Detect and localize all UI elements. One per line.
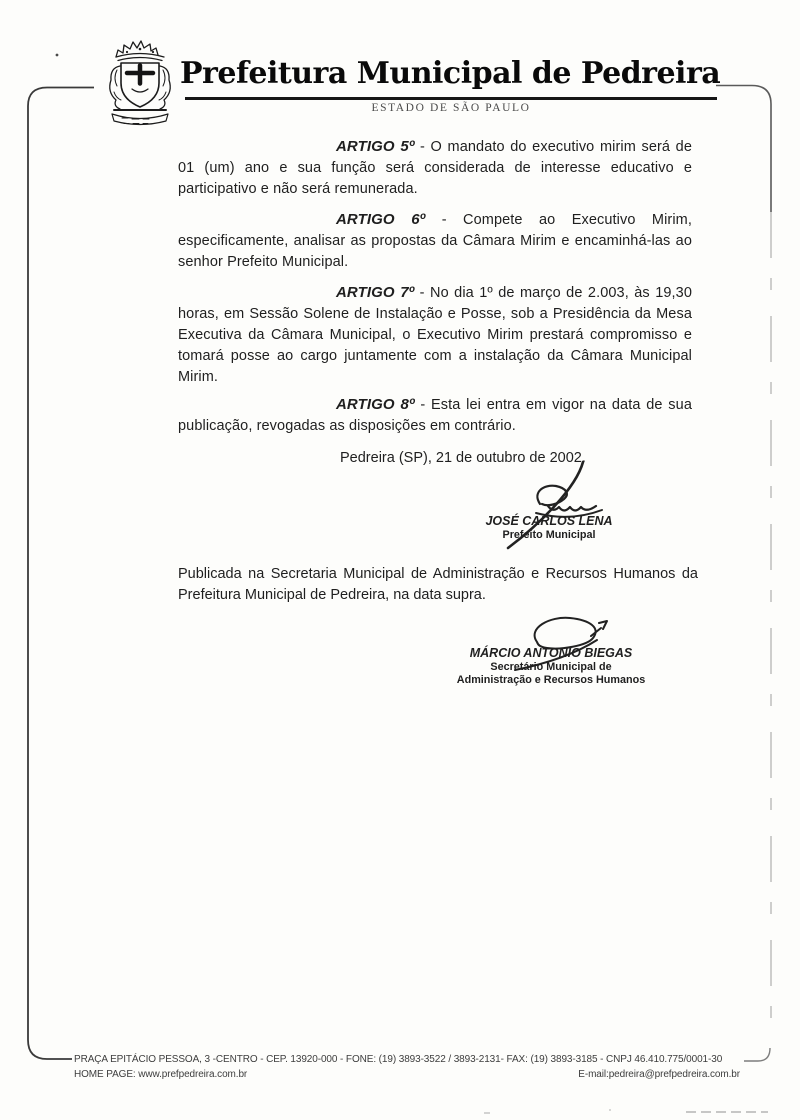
footer-address: PRAÇA EPITÁCIO PESSOA, 3 -CENTRO - CEP. 13920-000 - FONE: (19) 3893-3522 / 3893-2131- FAX: (19) 3893-3185 - CNPJ 46.410.775/0001-30 — [74, 1054, 723, 1065]
article-8-label: ARTIGO 8º — [336, 396, 415, 413]
footer-email: E-mail:pedreira@prefpedreira.com.br — [578, 1069, 740, 1080]
secretary-role-line1: Secretário Municipal de — [490, 661, 612, 673]
article-8-text: - Esta lei entra em vigor na data de sua publicação, revogadas as disposições em contrário. — [178, 397, 692, 434]
article-6 — [178, 209, 692, 273]
signature-block-secretary — [430, 646, 672, 687]
mayor-role: Prefeito Municipal — [502, 529, 596, 541]
secretary-name: MÁRCIO ANTONIO BIEGAS — [469, 646, 633, 660]
signature-block-mayor — [438, 514, 660, 542]
dateline: Pedreira (SP), 21 de outubro de 2002. — [340, 450, 586, 466]
article-6-text: - Compete ao Executivo Mirim, especificamente, analisar as propostas da Câmara Mirim e encaminhá-las ao senhor Prefeito Municipal. — [178, 212, 692, 270]
letterhead-footer — [74, 1054, 740, 1081]
mayor-name: JOSÉ CARLOS LENA — [485, 514, 613, 528]
article-5-label: ARTIGO 5º — [336, 138, 415, 155]
title-underline — [185, 97, 717, 100]
article-6-label: ARTIGO 6º — [336, 211, 426, 228]
article-7-text: - No dia 1º de março de 2.003, às 19,30 horas, em Sessão Solene de Instalação e Posse, sob a Presidência da Mesa Executiva da Câmara Municipal, o Executivo Mirim prestará compromisso e tomará posse ao cargo juntamente com a instalação da Câmara Municipal Mirim. — [178, 285, 692, 385]
article-5-text: - O mandato do executivo mirim será de 01 (um) ano e sua função será considerada de interesse educativo e participativo e não será remunerada. — [178, 139, 692, 197]
secretary-role-line2: Administração e Recursos Humanos — [456, 674, 646, 686]
page-title: Prefeitura Municipal de Pedreira — [180, 56, 721, 91]
footer-home-page: HOME PAGE: www.prefpedreira.com.br — [74, 1069, 248, 1080]
footer-links — [74, 1069, 740, 1081]
page-subtitle: ESTADO DE SÃO PAULO — [371, 102, 531, 114]
article-5 — [178, 136, 692, 200]
publication-note: Publicada na Secretaria Municipal de Administração e Recursos Humanos da Prefeitura Municipal de Pedreira, na data supra. — [178, 566, 698, 603]
coat-of-arms-icon — [94, 36, 186, 130]
article-8 — [178, 394, 692, 437]
article-7-label: ARTIGO 7º — [336, 284, 415, 301]
article-7 — [178, 282, 692, 388]
